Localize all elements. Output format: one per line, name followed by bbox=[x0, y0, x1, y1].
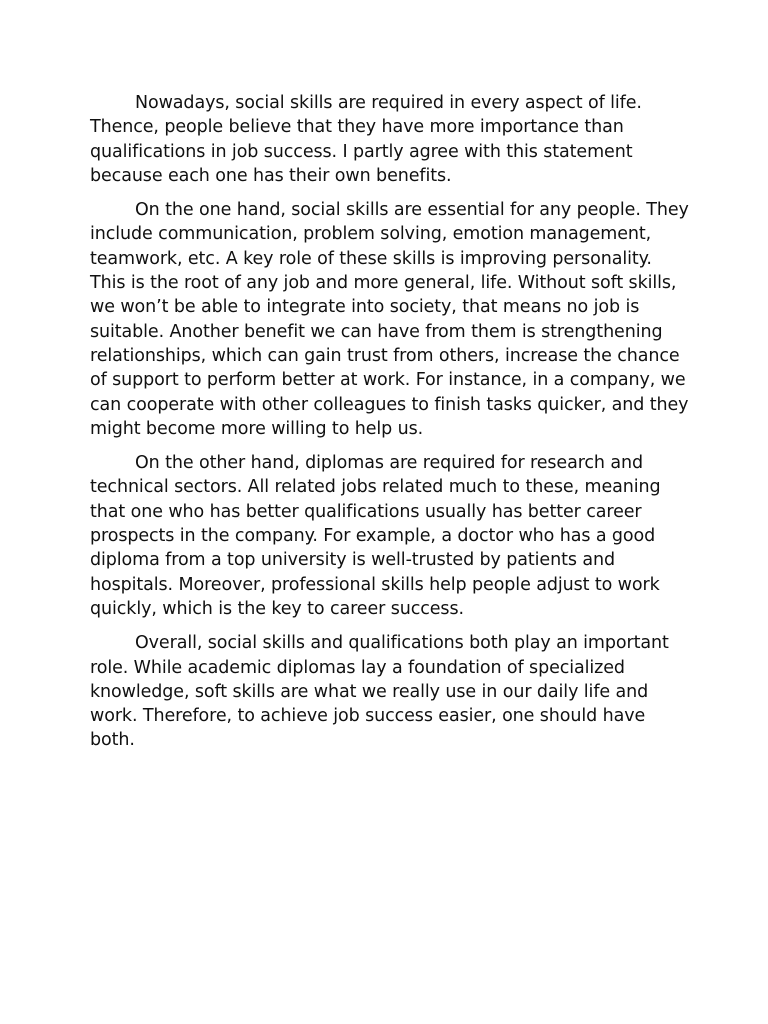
paragraph-conclusion: Overall, social skills and qualifications both play an important role. While academic diplomas lay a foundation of specialized knowledge, soft skills are what we really use in our daily life and work. Therefore, to achieve job success easier, one should have both. bbox=[90, 633, 669, 751]
paragraph-introduction: Nowadays, social skills are required in every aspect of life. Thence, people believe that they have more importance than qualifications in job success. I partly agree with this statement because each one has their own benefits. bbox=[90, 93, 642, 186]
essay-body bbox=[90, 91, 690, 763]
paragraph-social-skills: On the one hand, social skills are essential for any people. They include communication, problem solving, emotion management, teamwork, etc. A key role of these skills is improving personality. This is the root of any job and more general, life. Without soft skills, we won’t be able to integrate into society, that means no job is suitable. Another benefit we can have from them is strengthening relationships, which can gain trust from others, increase the chance of support to perform better at work. For instance, in a company, we can cooperate with other colleagues to finish tasks quicker, and they might become more willing to help us. bbox=[90, 200, 689, 439]
paragraph-diplomas: On the other hand, diplomas are required for research and technical sectors. All related jobs related much to these, meaning that one who has better qualifications usually has better career prospects in the company. For example, a doctor who has a good diploma from a top university is well-trusted by patients and hospitals. Moreover, professional skills help people adjust to work quickly, which is the key to career success. bbox=[90, 453, 661, 619]
